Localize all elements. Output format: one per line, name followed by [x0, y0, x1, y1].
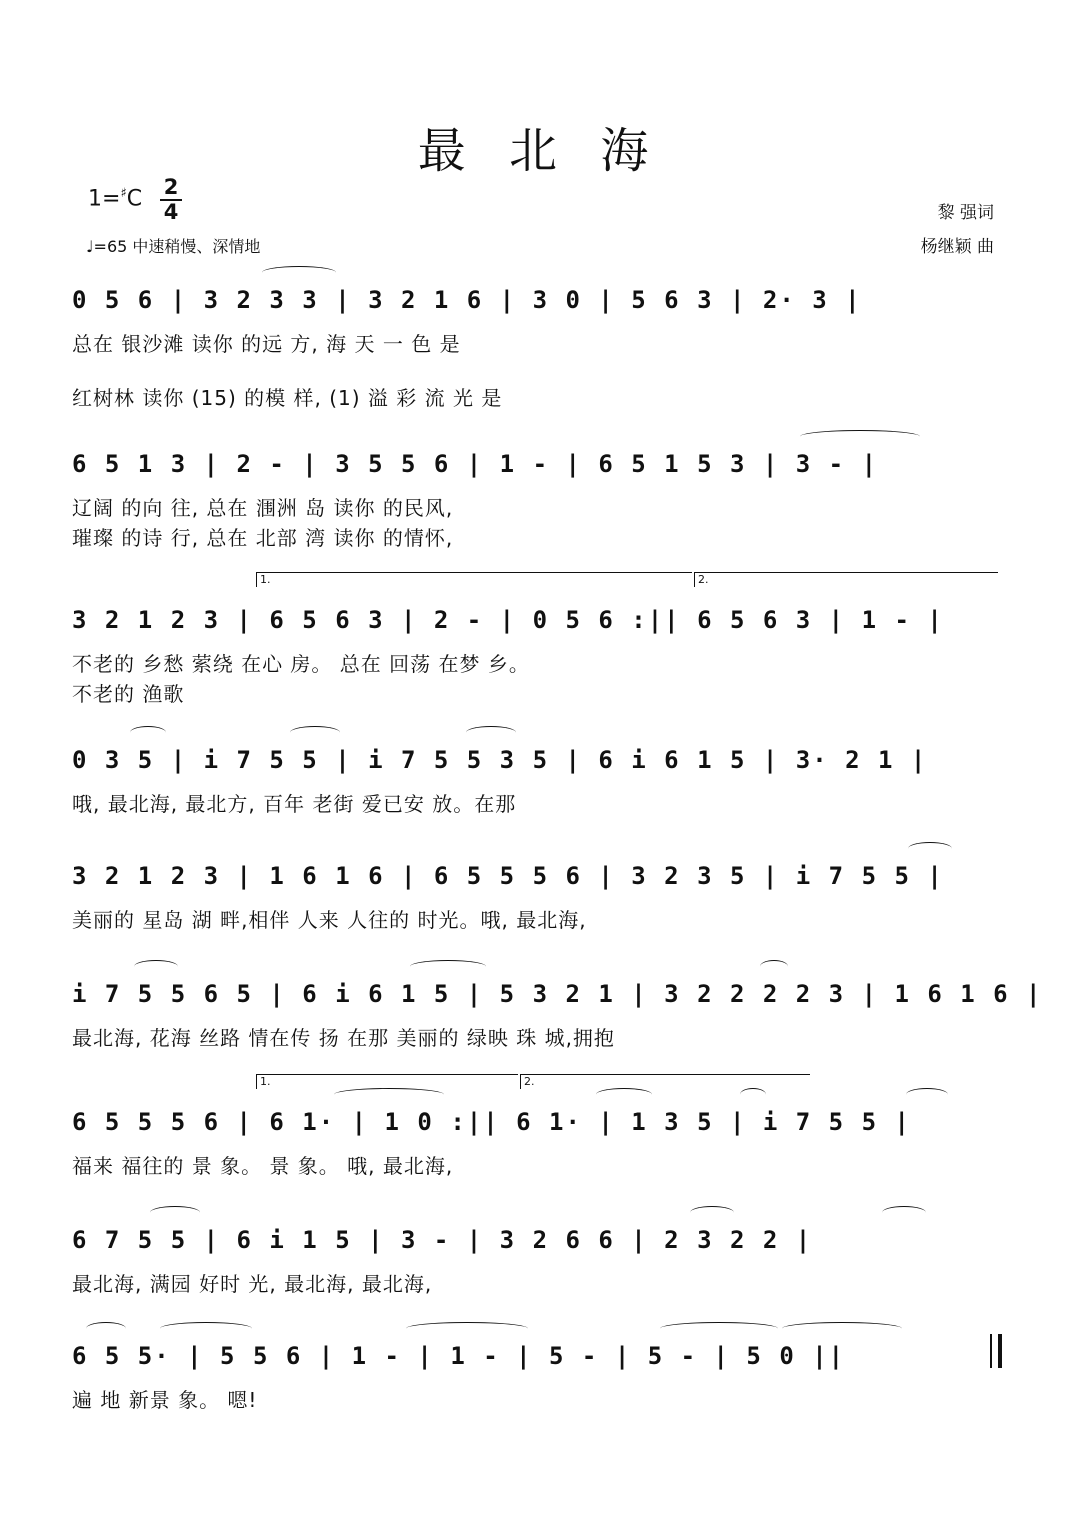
song-title: 最 北 海: [417, 123, 663, 179]
final-barline: [990, 1334, 1002, 1368]
time-signature: [160, 176, 182, 224]
slur-mark: [466, 726, 516, 739]
key-signature: [88, 186, 142, 211]
notation-line: 0 3 5 | i 7 5 5 | i 7 5 5 3 5 | 6 i 6 1 5 | 3· 2 1 |: [72, 746, 928, 774]
slur-mark: [882, 1206, 926, 1219]
lyrics-verse-1: 福来 福往的 景 象。 景 象。 哦, 最北海,: [72, 1154, 454, 1178]
lyrics-verse-1: 美丽的 星岛 湖 畔,相伴 人来 人往的 时光。哦, 最北海,: [72, 908, 587, 932]
slur-mark: [86, 1322, 126, 1335]
lyrics-verse-1: 遍 地 新景 象。 嗯!: [72, 1388, 258, 1412]
slur-mark: [290, 726, 340, 739]
lyricist-credit: 黎 强词: [937, 203, 994, 223]
notation-line: 6 5 1 3 | 2 - | 3 5 5 6 | 1 - | 6 5 1 5 3 | 3 - |: [72, 450, 879, 478]
slur-mark: [262, 266, 336, 279]
slur-mark: [596, 1088, 652, 1101]
notation-line: i 7 5 5 6 5 | 6 i 6 1 5 | 5 3 2 1 | 3 2 2 2 2 3 | 1 6 1 6 |: [72, 980, 1043, 1008]
lyrics-verse-1: 最北海, 满园 好时 光, 最北海, 最北海,: [72, 1272, 433, 1296]
slur-mark: [782, 1322, 902, 1335]
slur-mark: [740, 1088, 766, 1101]
lyrics-verse-2: 璀璨 的诗 行, 总在 北部 湾 读你 的情怀,: [72, 526, 454, 550]
lyrics-verse-1: 最北海, 花海 丝路 情在传 扬 在那 美丽的 绿映 珠 城,拥抱: [72, 1026, 615, 1050]
composer-credit: 杨继颖 曲: [920, 237, 994, 257]
slur-mark: [908, 842, 952, 855]
lyrics-verse-1: 辽阔 的向 往, 总在 涠洲 岛 读你 的民风,: [72, 496, 454, 520]
slur-mark: [906, 1088, 948, 1101]
volta-second-ending: 2.: [694, 572, 998, 587]
slur-mark: [406, 1322, 528, 1335]
lyrics-verse-2: 红树林 读你 (15) 的模 样, (1) 溢 彩 流 光 是: [72, 386, 503, 410]
notation-line: 3 2 1 2 3 | 6 5 6 3 | 2 - | 0 5 6 :|| 6 5 6 3 | 1 - |: [72, 606, 944, 634]
notation-line: 3 2 1 2 3 | 1 6 1 6 | 6 5 5 5 6 | 3 2 3 5 | i 7 5 5 |: [72, 862, 944, 890]
notation-line: 0 5 6 | 3 2 3 3 | 3 2 1 6 | 3 0 | 5 6 3 | 2· 3 |: [72, 286, 862, 314]
lyrics-verse-2: 不老的 渔歌: [72, 682, 185, 706]
slur-mark: [800, 430, 920, 443]
notation-line: 6 7 5 5 | 6 i 1 5 | 3 - | 3 2 6 6 | 2 3 2 2 |: [72, 1226, 813, 1254]
tempo-text: =65 中速稍慢、深情地: [93, 237, 261, 256]
lyrics-verse-1: 不老的 乡愁 萦绕 在心 房。 总在 回荡 在梦 乡。: [72, 652, 530, 676]
volta-first-ending: 1.: [256, 1074, 518, 1089]
slur-mark: [134, 960, 178, 973]
volta-first-ending: 1.: [256, 572, 692, 587]
slur-mark: [130, 726, 166, 739]
slur-mark: [160, 1322, 252, 1335]
slur-mark: [660, 1322, 778, 1335]
tempo-marking: [86, 234, 260, 257]
slur-mark: [690, 1206, 734, 1219]
slur-mark: [760, 960, 788, 973]
sharp-icon: ♯: [120, 186, 127, 201]
lyrics-verse-1: 总在 银沙滩 读你 的远 方, 海 天 一 色 是: [72, 332, 461, 356]
volta-second-ending: 2.: [520, 1074, 810, 1089]
quarter-note-icon: ♩: [86, 237, 94, 256]
notation-line: 6 5 5 5 6 | 6 1· | 1 0 :|| 6 1· | 1 3 5 | i 7 5 5 |: [72, 1108, 911, 1136]
time-numerator: 2: [163, 175, 179, 199]
slur-mark: [410, 960, 486, 973]
notation-line: 6 5 5· | 5 5 6 | 1 - | 1 - | 5 - | 5 - | 5 0 ||: [72, 1342, 846, 1370]
slur-mark: [334, 1088, 444, 1101]
lyrics-verse-1: 哦, 最北海, 最北方, 百年 老街 爱已安 放。在那: [72, 792, 517, 816]
key-prefix: 1=: [88, 186, 121, 212]
slur-mark: [150, 1206, 200, 1219]
time-denominator: 4: [160, 199, 182, 224]
key-note: C: [126, 186, 143, 212]
